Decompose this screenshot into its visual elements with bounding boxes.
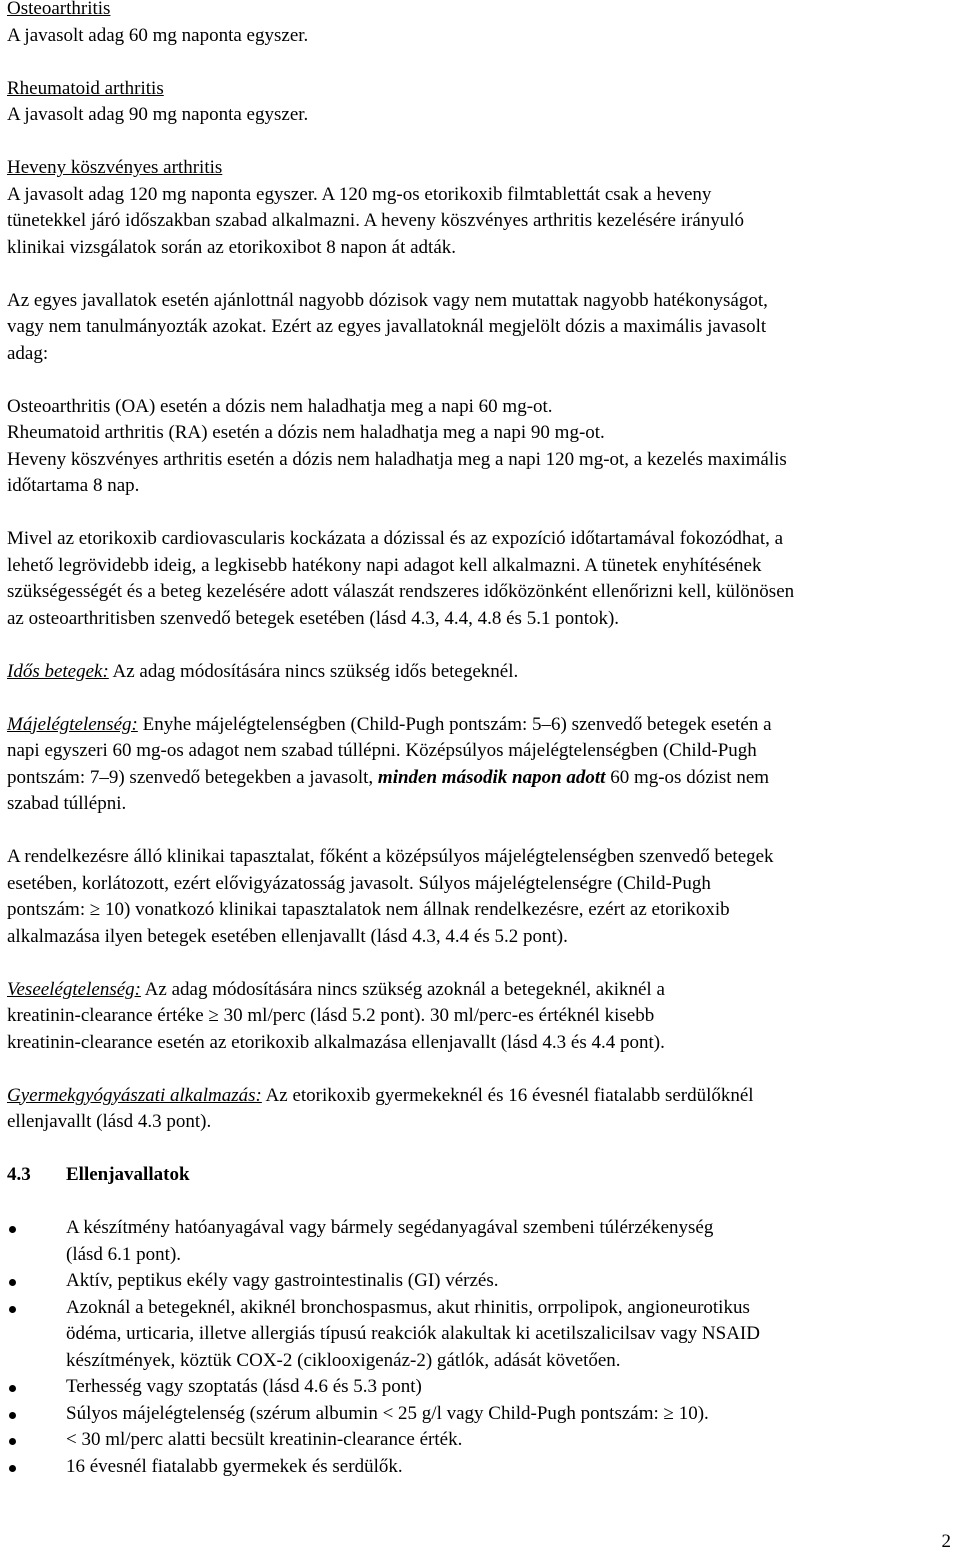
contraindication-line: < 30 ml/perc alatti becsült kreatinin-clearance érték.: [66, 1429, 463, 1450]
section-number: 4.3: [7, 1164, 31, 1185]
bullet-icon: [9, 1438, 16, 1445]
cv-risk-line: az osteoarthritisben szenvedő betegek esetében (lásd 4.3, 4.4, 4.8 és 5.1 pontok).: [7, 607, 620, 629]
hepatic-exp-line: pontszám: ≥ 10) vonatkozó klinikai tapasztalatok nem állnak rendelkezésre, ezért az etorikoxib: [7, 899, 730, 920]
contraindication-line: Súlyos májelégtelenség (szérum albumin < 25 g/l vagy Child-Pugh pontszám: ≥ 10).: [66, 1402, 709, 1424]
elderly-label: Idős betegek:: [7, 660, 109, 682]
section-title: Ellenjavallatok: [66, 1164, 190, 1185]
document-page: [7, 0, 953, 1480]
renal-text: Az adag módosítására nincs szükség azoknál a betegeknél, akiknél a: [140, 978, 665, 1000]
contraindication-item: [7, 1295, 953, 1375]
pediatric-text: Az etorikoxib gyermekeknél és 16 évesnél fiatalabb serdülőknél: [261, 1084, 754, 1106]
max-dose-line: adag:: [7, 342, 49, 364]
gout-dose-line: tünetekkel járó időszakban szabad alkalmazni. A heveny köszvényes arthritis kezelésére irányuló: [7, 210, 745, 231]
hepatic-text: pontszám: 7–9) szenvedő betegekben a javasolt,: [7, 766, 378, 788]
contraindication-line: ödéma, urticaria, illetve allergiás típusú reakciók alakultak ki acetilszalicilsav vagy NSAID: [66, 1323, 760, 1344]
hepatic-line: [7, 765, 953, 792]
renal-label: Veseelégtelenség:: [7, 978, 141, 1000]
contraindication-line: (lásd 6.1 pont).: [66, 1243, 182, 1265]
contraindication-line: Aktív, peptikus ekély vagy gastrointestinalis (GI) vérzés.: [66, 1270, 499, 1291]
contraindication-line: A készítmény hatóanyagával vagy bármely segédanyagával szembeni túlérzékenység: [66, 1217, 714, 1238]
hepatic-exp-line: alkalmazása ilyen betegek esetében ellenjavallt (lásd 4.3, 4.4 és 5.2 pont).: [7, 925, 568, 947]
hepatic-line: [7, 712, 953, 739]
contraindication-item: [7, 1401, 953, 1428]
gout-dose-line: klinikai vizsgálatok során az etorikoxibot 8 napon át adták.: [7, 236, 457, 258]
hepatic-exp-line: A rendelkezésre álló klinikai tapasztalat, főként a középsúlyos májelégtelenségben szenvedő betegek: [7, 846, 774, 867]
contraindications-list: [7, 1215, 953, 1480]
hepatic-line: napi egyszeri 60 mg-os adagot nem szabad túllépni. Középsúlyos májelégtelenségben (Child-Pugh: [7, 740, 757, 761]
hepatic-exp-line: esetében, korlátozott, ezért elővigyázatosság javasolt. Súlyos májelégtelenségre (Child-Pugh: [7, 872, 711, 894]
oa-dose: A javasolt adag 60 mg naponta egyszer.: [7, 24, 309, 46]
renal-line: [7, 977, 953, 1004]
contraindication-item: [7, 1268, 953, 1295]
hepatic-text: 60 mg-os dózist nem: [605, 766, 770, 788]
max-dose-gout: időtartama 8 nap.: [7, 475, 140, 496]
max-dose-oa: Osteoarthritis (OA) esetén a dózis nem haladhatja meg a napi 60 mg-ot.: [7, 395, 553, 417]
ra-dose: A javasolt adag 90 mg naponta egyszer.: [7, 104, 309, 125]
contraindication-line: 16 évesnél fiatalabb gyermekek és serdülők.: [66, 1455, 403, 1477]
pediatric-line: ellenjavallt (lásd 4.3 pont).: [7, 1111, 212, 1132]
hepatic-line: szabad túllépni.: [7, 793, 127, 814]
max-dose-ra: Rheumatoid arthritis (RA) esetén a dózis nem haladhatja meg a napi 90 mg-ot.: [7, 422, 605, 443]
max-dose-gout: Heveny köszvényes arthritis esetén a dózis nem haladhatja meg a napi 120 mg-ot, a kezelés maximális: [7, 448, 787, 470]
elderly-text: Az adag módosítására nincs szükség idős betegeknél.: [108, 660, 519, 682]
bullet-icon: [9, 1279, 16, 1286]
contraindication-item: [7, 1454, 953, 1481]
pediatric-line: [7, 1083, 953, 1110]
bullet-icon: [9, 1412, 16, 1419]
page-number: 2: [941, 1531, 951, 1552]
bullet-icon: [9, 1226, 16, 1233]
cv-risk-line: Mivel az etorikoxib cardiovascularis kockázata a dózissal és az expozíció időtartamával fokozódhat, a: [7, 528, 784, 549]
contraindication-line: Azoknál a betegeknél, akiknél bronchospasmus, akut rhinitis, orrpolipok, angioneurotikus: [66, 1296, 750, 1318]
max-dose-line: Az egyes javallatok esetén ajánlottnál nagyobb dózisok vagy nem mutattak nagyobb hatékonyságot,: [7, 289, 768, 311]
gout-dose-line: A javasolt adag 120 mg naponta egyszer. A 120 mg-os etorikoxib filmtablettát csak a heveny: [7, 183, 712, 205]
contraindication-item: [7, 1374, 953, 1401]
bullet-icon: [9, 1385, 16, 1392]
renal-line: kreatinin-clearance esetén az etorikoxib alkalmazása ellenjavallt (lásd 4.3 és 4.4 pont).: [7, 1031, 665, 1053]
hepatic-emphasis: minden második napon adott: [377, 766, 606, 788]
contraindication-item: [7, 1215, 953, 1268]
pediatric-label: Gyermekgyógyászati alkalmazás:: [7, 1084, 262, 1106]
contraindication-line: készítmények, köztük COX-2 (ciklooxigenáz-2) gátlók, adását követően.: [66, 1349, 621, 1371]
bullet-icon: [9, 1465, 16, 1472]
ra-heading: Rheumatoid arthritis: [7, 77, 164, 99]
cv-risk-line: lehető legrövidebb ideig, a legkisebb hatékony napi adagot kell alkalmazni. A tünetek enyhítésének: [7, 554, 762, 576]
hepatic-text: Enyhe májelégtelenségben (Child-Pugh pontszám: 5–6) szenvedő betegek esetén a: [137, 713, 772, 735]
elderly-paragraph: [7, 659, 953, 686]
renal-line: kreatinin-clearance értéke ≥ 30 ml/perc (lásd 5.2 pont). 30 ml/perc-es értéknél kisebb: [7, 1005, 655, 1026]
bullet-icon: [9, 1306, 16, 1313]
contraindication-item: [7, 1427, 953, 1454]
contraindication-line: Terhesség vagy szoptatás (lásd 4.6 és 5.3 pont): [66, 1376, 422, 1397]
section-heading: [7, 1162, 953, 1189]
oa-heading: Osteoarthritis: [7, 0, 111, 19]
gout-heading: Heveny köszvényes arthritis: [7, 157, 223, 178]
cv-risk-line: szükségességét és a beteg kezelésére adott válaszát rendszeres időközönként ellenőrizni kell, különösen: [7, 581, 795, 602]
max-dose-line: vagy nem tanulmányozták azokat. Ezért az egyes javallatoknál megjelölt dózis a maximális javasolt: [7, 316, 767, 337]
hepatic-label: Májelégtelenség:: [7, 713, 138, 735]
